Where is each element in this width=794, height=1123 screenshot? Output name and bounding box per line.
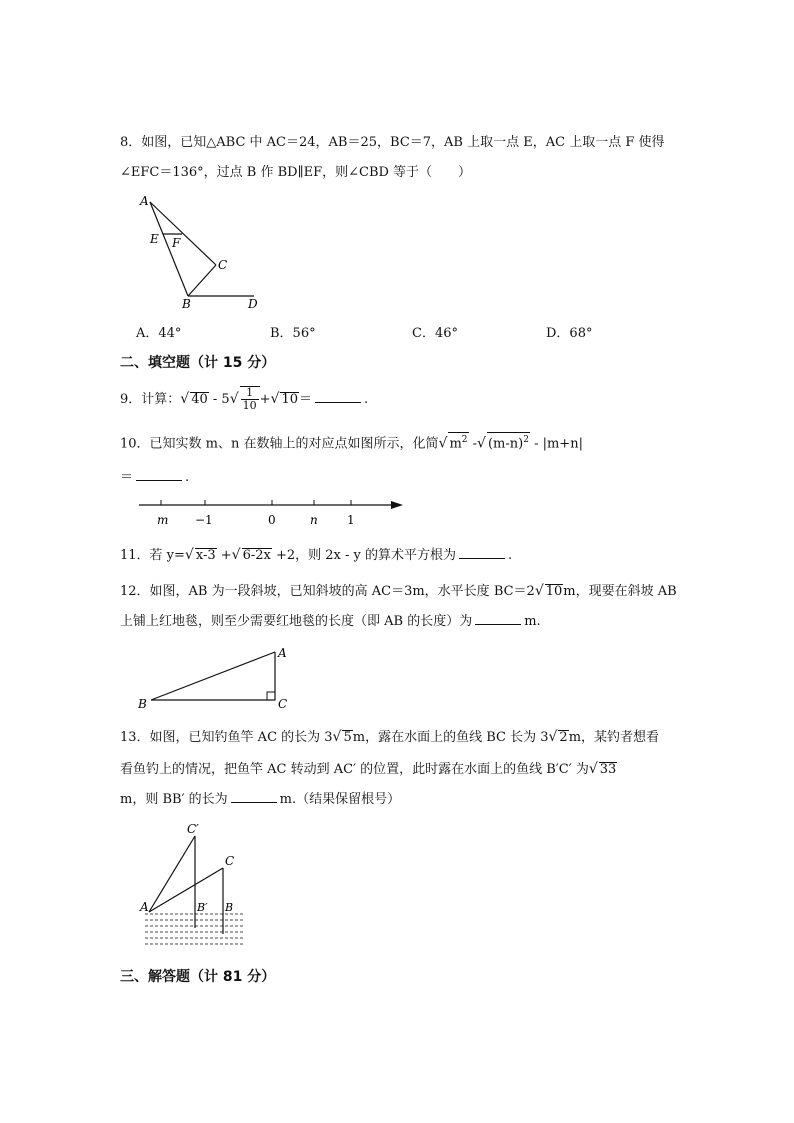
q9-frac-num: 1 [241,387,259,400]
q10-sqrt1-exp: 2 [461,435,468,445]
q12-line2-a: 上铺上红地毯，则至少需要红地毯的长度（即 AB 的长度）为 [120,614,473,629]
q10-sqrt1-base: m [449,436,462,452]
q12-label-c: C [278,697,288,711]
q9-line: 9．计算：√ 40 - 5√ $\frac{1}{10}$ +√ 10＝ . [120,386,369,412]
q10-axis-neg1: −1 [195,513,213,527]
q11-end: . [508,548,513,563]
q11-sqrt2: 6-2x [242,548,271,563]
q13-line2: 看鱼钓上的情况，把鱼竿 AC 转动到 AC′ 的位置，此时露在水面上的鱼线 B′C′ 为√ 33 [120,761,617,777]
q8-label-a: A [140,194,149,208]
q12-line1-b: m，现要在斜坡 AB [563,584,677,599]
q13-label-b: B [225,901,234,914]
q8-triangle-figure [130,190,270,315]
q10-prefix: 10．已知实数 m、n 在数轴上的对应点如图所示，化简 [120,436,439,452]
q13-line1: 13．如图，已知钓鱼竿 AC 的长为 3√ 5m，露在水面上的鱼线 BC 长为 3√ 2m，某钓者想看 [120,729,660,745]
q12-label-a: A [278,646,287,660]
q9-answer-blank [315,390,361,403]
q11-answer-blank [459,546,505,559]
q8-line2: ∠EFC＝136°，过点 B 作 BD∥EF，则∠CBD 等于（ ） [120,165,472,180]
section2-heading: 二、填空题（计 15 分） [120,355,276,371]
q9-end: . [364,392,369,407]
q12-line2-b: m. [524,614,541,629]
q12-slope-figure [135,642,300,714]
q10-mid: - [468,436,478,452]
q11-plus: + [216,548,232,563]
q9-eq: ＝ [298,392,312,407]
q11-line: 11．若 y=√ x-3 +√ 6-2x +2，则 2x - y 的算术平方根为 . [120,547,513,563]
q8-option-a: A．44° [136,326,182,341]
q13-sqrt5: 5 [343,730,352,745]
q10-axis-0: 0 [268,513,276,527]
q10-axis-1: 1 [347,513,355,527]
q13-line1-b: m，露在水面上的鱼线 BC 长为 3 [352,730,549,745]
section3-heading: 三、解答题（计 81 分） [120,969,276,985]
q13-sqrt2: 2 [559,730,568,745]
q8-option-d: D．68° [546,326,593,341]
q13-label-c-prime: C′ [187,822,199,836]
q9-sqrt-frac [240,386,260,412]
q10-answer-blank [136,468,182,481]
q8-option-b: B．56° [270,326,316,341]
q12-sqrt: 10 [545,584,563,599]
q10-axis-m: m [157,513,169,527]
q13-line1-c: m，某钓者想看 [568,730,660,745]
q8-label-d: D [248,297,258,311]
q13-line2-text: 看鱼钓上的情况，把鱼竿 AC 转动到 AC′ 的位置，此时露在水面上的鱼线 B′C′ 为 [120,762,589,777]
q10-line2 [120,468,189,487]
q11-mid: +2，则 2x - y 的算术平方根为 [271,548,457,563]
q8-label-f: F [172,236,181,250]
q8-line1: 8．如图，已知△ABC 中 AC＝24，AB＝25，BC＝7，AB 上取一点 E，AC 上取一点 F 使得 [120,135,665,150]
q10-sqrt2-exp: 2 [523,435,529,445]
q8-label-e: E [150,232,159,246]
q10-end: . [185,470,190,485]
q12-line2 [120,612,541,631]
q10-eq: ＝ [120,470,134,485]
q9-plus: + [259,392,271,407]
q13-line3 [120,790,400,809]
q8-option-c: C．46° [412,326,458,341]
q10-line1: 10．已知实数 m、n 在数轴上的对应点如图所示，化简√ $m^2$ -√ $(m-n)^2 - |m+n|$ [120,432,583,453]
q9-minus: - 5 [208,392,230,407]
q10-number-line [135,495,410,531]
q8-label-c: C [218,258,228,272]
q10-tail: - |m+n| [529,436,583,452]
q9-frac-den: 10 [242,399,257,412]
q11-prefix: 11．若 y= [120,548,185,563]
q13-label-b-prime: B′ [197,901,208,914]
q13-answer-blank [231,790,277,803]
q10-sqrt1 [448,432,468,451]
q9-prefix: 9．计算： [120,392,181,407]
q13-sqrt33: 33 [599,762,617,777]
q13-line3-a: m，则 BB′ 的长为 [120,792,228,807]
q13-line3-b: m.（结果保留根号） [279,792,401,807]
q10-sqrt2 [487,432,530,451]
q13-line1-a: 13．如图，已知钓鱼竿 AC 的长为 3 [120,730,333,745]
q9-sqrt-40: 40 [191,392,208,407]
q12-line1: 12．如图，AB 为一段斜坡，已知斜坡的高 AC＝3m，水平长度 BC＝2√ 10m，现要在斜坡 AB [120,583,677,599]
q13-label-a: A [140,900,149,914]
q12-answer-blank [475,612,521,625]
q10-sqrt2-base: (m-n) [487,436,524,452]
q8-label-b: B [182,297,191,311]
q12-label-b: B [138,697,147,711]
q9-sqrt-10: 10 [281,392,298,407]
q13-fishing-figure [135,820,255,952]
q11-sqrt1: x-3 [195,548,216,563]
q13-label-c: C [225,854,235,868]
q12-line1-a: 12．如图，AB 为一段斜坡，已知斜坡的高 AC＝3m，水平长度 BC＝2 [120,584,535,599]
q10-axis-n: n [310,513,318,527]
